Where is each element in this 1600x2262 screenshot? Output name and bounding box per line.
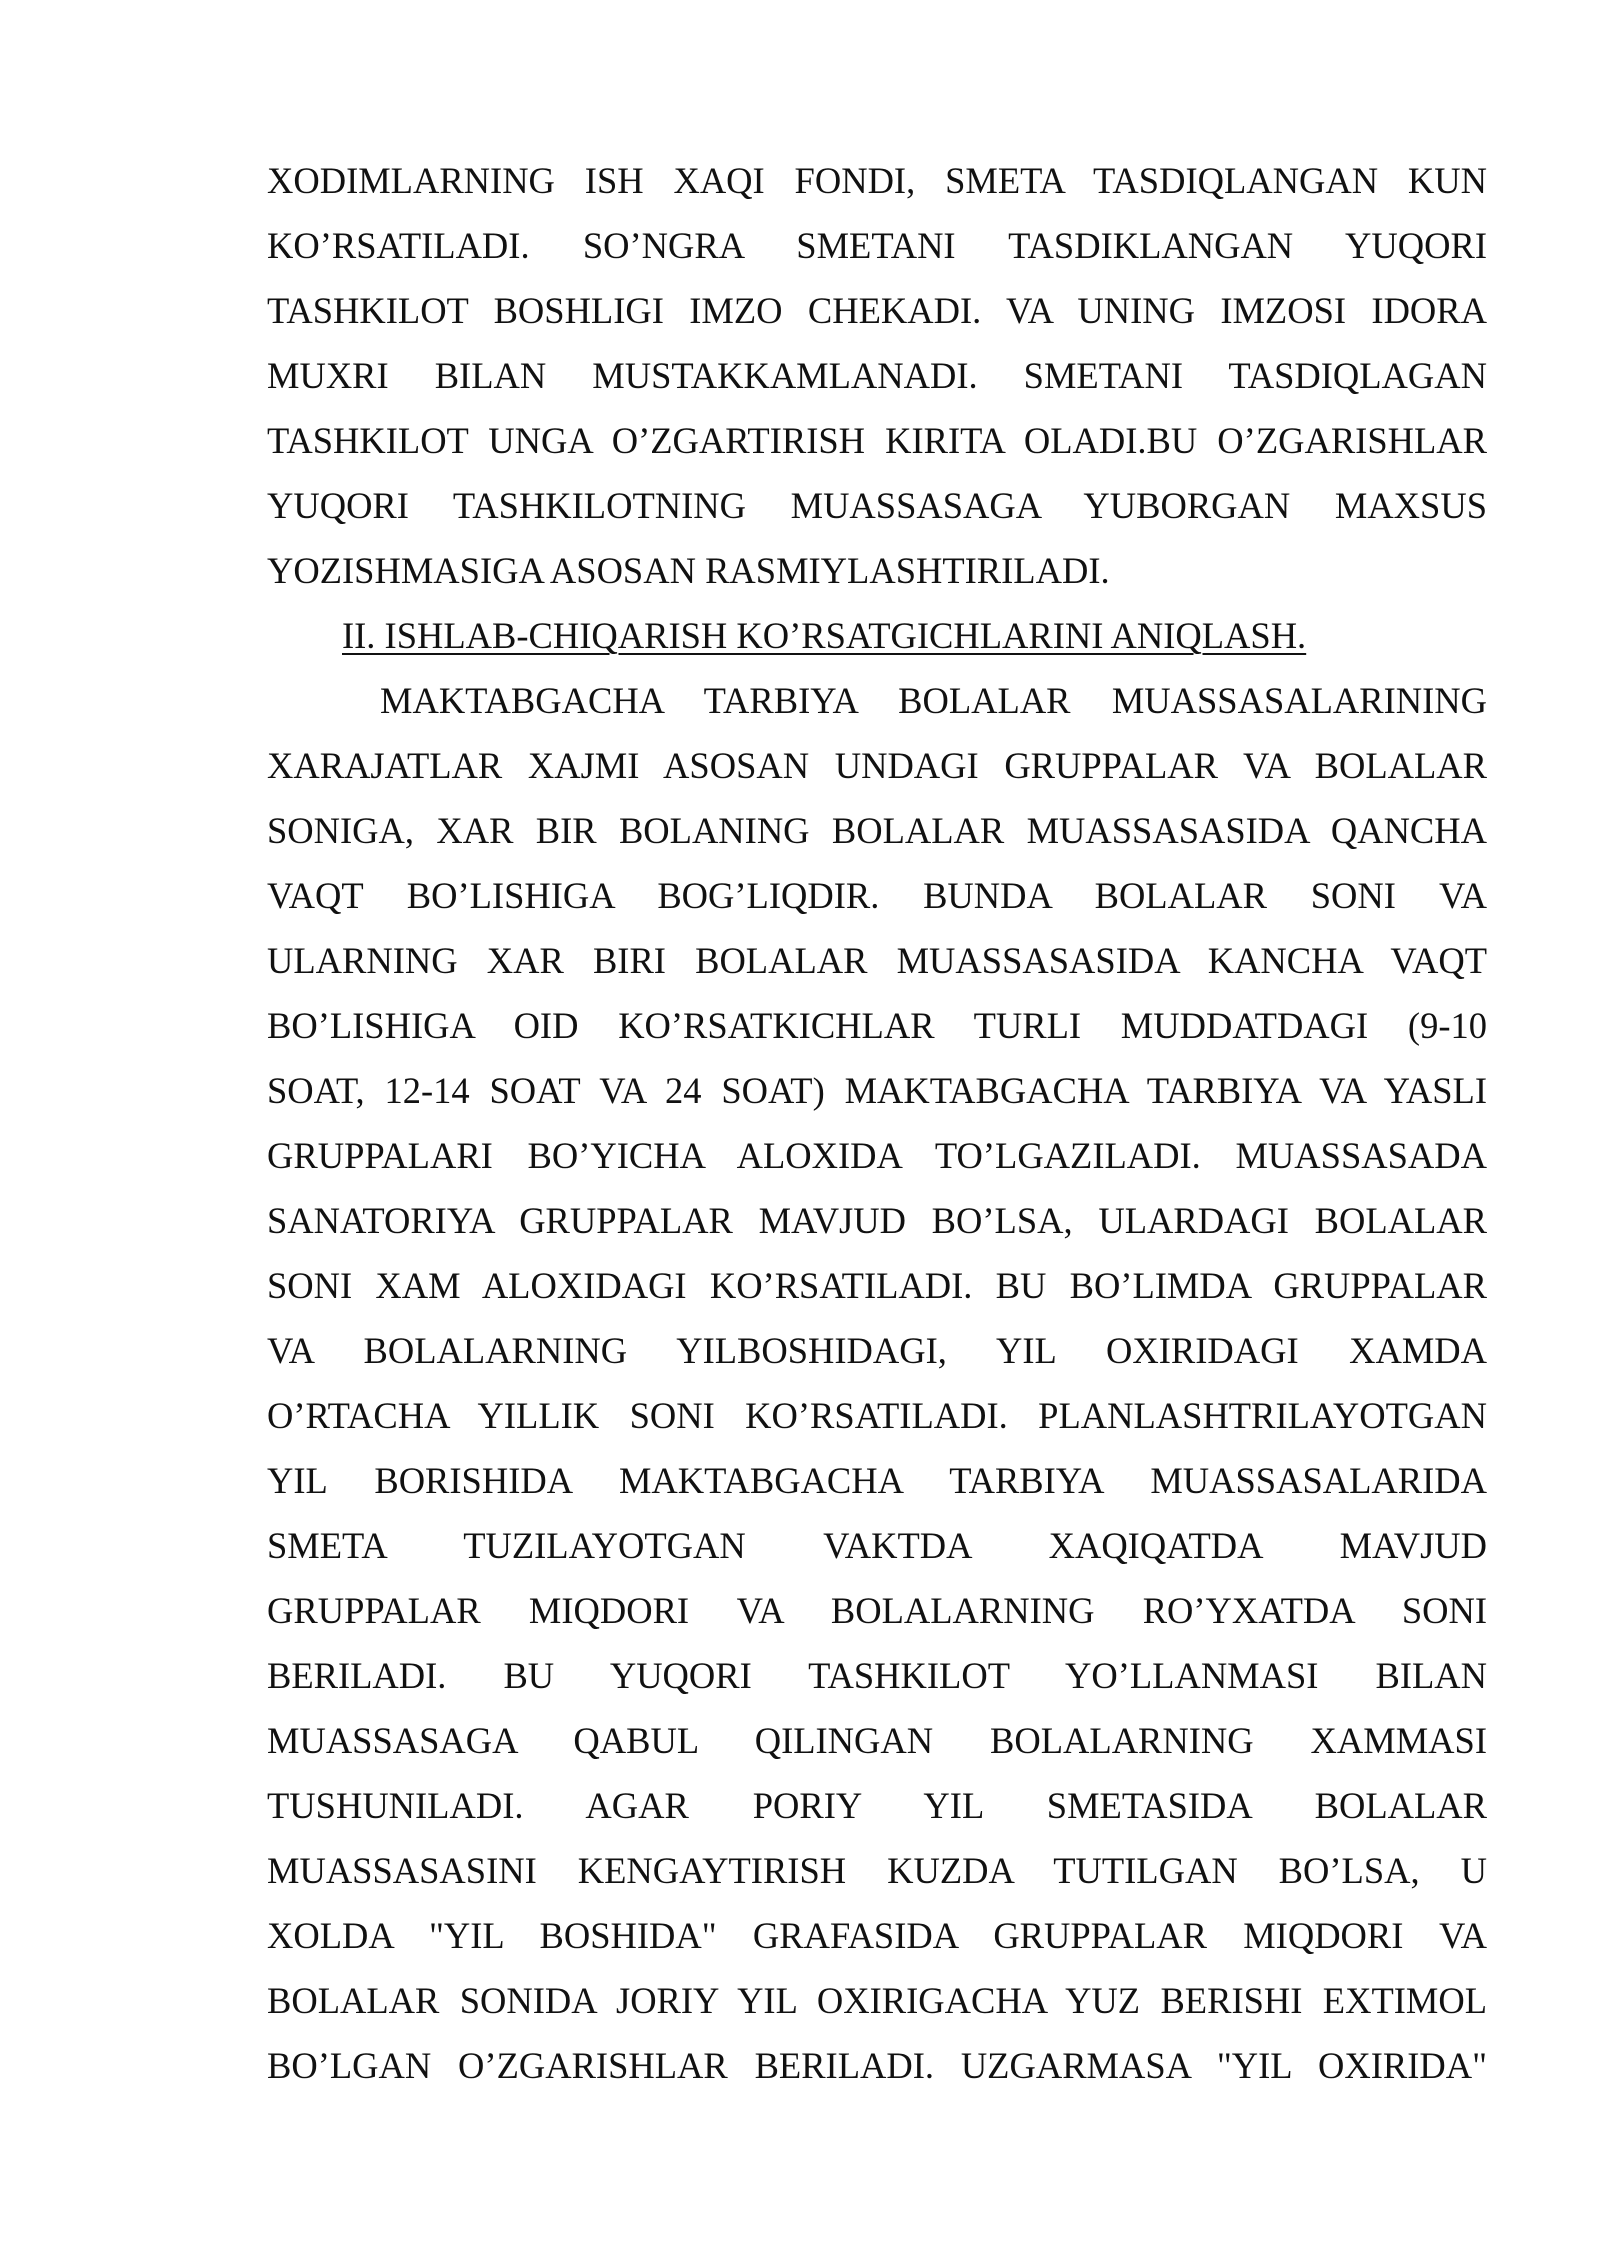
text-line: GRUPPALARI BO’YICHA ALOXIDA TO’LGAZILADI. MUASSASADA (267, 1135, 1487, 1176)
text-line: YUQORI TASHKILOTNING MUASSASAGA YUBORGAN MAXSUS (267, 485, 1487, 526)
text-line: SOAT, 12-14 SOAT VA 24 SOAT) MAKTABGACHA TARBIYA VA YASLI (267, 1070, 1487, 1111)
text-line: TASHKILOT UNGA O’ZGARTIRISH KIRITA OLADI.BU O’ZGARISHLAR (267, 420, 1487, 461)
text-line: MUXRI BILAN MUSTAKKAMLANADI. SMETANI TASDIQLAGAN (267, 355, 1487, 396)
text-line: MAKTABGACHA TARBIYA BOLALAR MUASSASALARINING (380, 680, 1487, 721)
text-line: YOZISHMASIGA ASOSAN RASMIYLASHTIRILADI. (267, 550, 1110, 591)
text-line: TUSHUNILADI. AGAR PORIY YIL SMETASIDA BOLALAR (267, 1785, 1487, 1826)
text-line: XOLDA "YIL BOSHIDA" GRAFASIDA GRUPPALAR MIQDORI VA (267, 1915, 1487, 1956)
text-line: BERILADI. BU YUQORI TASHKILOT YO’LLANMASI BILAN (267, 1655, 1487, 1696)
text-line: SMETA TUZILAYOTGAN VAKTDA XAQIQATDA MAVJUD (267, 1525, 1487, 1566)
text-line: MUASSASASINI KENGAYTIRISH KUZDA TUTILGAN BO’LSA, U (267, 1850, 1487, 1891)
text-line: SONIGA, XAR BIR BOLANING BOLALAR MUASSASASIDA QANCHA (267, 810, 1487, 851)
text-line: SONI XAM ALOXIDAGI KO’RSATILADI. BU BO’LIMDA GRUPPALAR (267, 1265, 1487, 1306)
text-line: O’RTACHA YILLIK SONI KO’RSATILADI. PLANLASHTRILAYOTGAN (267, 1395, 1487, 1436)
text-line: BOLALAR SONIDA JORIY YIL OXIRIGACHA YUZ BERISHI EXTIMOL (267, 1980, 1487, 2021)
text-line: GRUPPALAR MIQDORI VA BOLALARNING RO’YXATDA SONI (267, 1590, 1487, 1631)
text-line: XODIMLARNING ISH XAQI FONDI, SMETA TASDIQLANGAN KUN (267, 160, 1487, 201)
text-line: BO’LISHIGA OID KO’RSATKICHLAR TURLI MUDDATDAGI (9-10 (267, 1005, 1487, 1046)
text-line: XARAJATLAR XAJMI ASOSAN UNDAGI GRUPPALAR VA BOLALAR (267, 745, 1487, 786)
text-line: BO’LGAN O’ZGARISHLAR BERILADI. UZGARMASA "YIL OXIRIDA" (267, 2045, 1487, 2086)
text-line: VA BOLALARNING YILBOSHIDAGI, YIL OXIRIDAGI XAMDA (267, 1330, 1487, 1371)
paragraph-2 (267, 668, 1487, 2098)
section-heading (267, 603, 1487, 668)
section-heading-text: II. ISHLAB-CHIQARISH KO’RSATGICHLARINI ANIQLASH. (342, 615, 1307, 656)
paragraph-1 (267, 148, 1487, 603)
text-line: VAQT BO’LISHIGA BOG’LIQDIR. BUNDA BOLALAR SONI VA (267, 875, 1487, 916)
text-line: ULARNING XAR BIRI BOLALAR MUASSASASIDA KANCHA VAQT (267, 940, 1487, 981)
text-line: TASHKILOT BOSHLIGI IMZO CHEKADI. VA UNING IMZOSI IDORA (267, 290, 1487, 331)
text-line: MUASSASAGA QABUL QILINGAN BOLALARNING XAMMASI (267, 1720, 1487, 1761)
document-body (267, 148, 1487, 2098)
text-line: SANATORIYA GRUPPALAR MAVJUD BO’LSA, ULARDAGI BOLALAR (267, 1200, 1487, 1241)
text-line: YIL BORISHIDA MAKTABGACHA TARBIYA MUASSASALARIDA (267, 1460, 1487, 1501)
text-line: KO’RSATILADI. SO’NGRA SMETANI TASDIKLANGAN YUQORI (267, 225, 1487, 266)
